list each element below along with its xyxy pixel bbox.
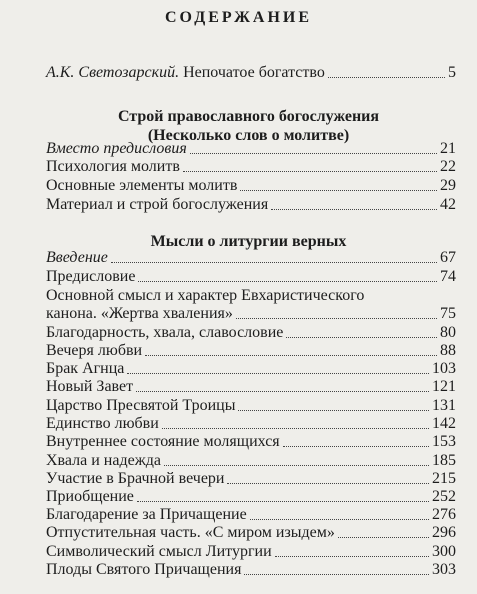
dot-leader: [183, 170, 437, 172]
section-heading-line: Строй православного богослужения: [117, 108, 380, 125]
page-number: 300: [432, 543, 456, 560]
dot-leader: [250, 518, 429, 520]
entry-title: Единство любви: [46, 415, 159, 432]
entry-title: Материал и строй богослужения: [46, 196, 269, 213]
dot-leader: [127, 372, 429, 374]
dot-leader: [328, 76, 445, 78]
dot-leader: [136, 390, 429, 392]
entry-title: Благодарение за Причащение: [46, 506, 247, 523]
dot-leader: [236, 317, 437, 319]
entry-title: Символический смысл Литургии: [46, 543, 272, 560]
dot-leader: [238, 409, 429, 411]
page-number: 22: [440, 158, 456, 175]
section-subheading-line: (Несколько слов о молитве): [147, 127, 350, 144]
entry-title: Вечеря любви: [46, 342, 143, 359]
toc-entry-intro[interactable]: [46, 61, 456, 83]
page-number: 276: [432, 506, 456, 523]
entry-title: Новый Завет: [46, 378, 134, 395]
dot-leader: [286, 336, 437, 338]
dot-leader: [283, 445, 429, 447]
dot-leader: [275, 555, 429, 557]
page-number: 296: [432, 524, 456, 541]
entry-title: Введение: [46, 249, 108, 266]
page-number: 80: [440, 324, 456, 341]
page-number: 153: [432, 433, 456, 450]
entry-title: Отпустительная часть. «С миром изыдем»: [46, 524, 335, 541]
section-heading: Мысли о литургии верных: [150, 233, 347, 250]
toc-entry[interactable]: [46, 265, 456, 287]
page-number: 29: [440, 177, 456, 194]
page-number: 121: [432, 378, 456, 395]
entry-title: Приобщение: [46, 488, 134, 505]
entry-title: Основные элементы молитв: [46, 177, 238, 194]
entry-title: Внутреннее состояние молящихся: [46, 433, 280, 450]
entry-title: Благодарность, хвала, славословие: [46, 324, 284, 341]
toc-entry[interactable]: [46, 193, 456, 215]
entry-title: Брак Агнца: [46, 360, 125, 377]
dot-leader: [227, 482, 429, 484]
toc-entry-line1[interactable]: Основной смысл и характер Евхаристического: [46, 287, 365, 304]
page-number: 252: [432, 488, 456, 505]
page-number: 67: [440, 249, 456, 266]
entry-title: Царство Пресвятой Троицы: [46, 397, 236, 414]
page-number: 142: [432, 415, 456, 432]
author-name: А.К. Светозарский.: [46, 64, 180, 81]
dot-leader: [111, 261, 437, 263]
dot-leader: [240, 189, 437, 191]
page-title: СОДЕРЖАНИЕ: [164, 9, 313, 26]
entry-title: Хвала и надежда: [46, 452, 161, 469]
dot-leader: [145, 354, 437, 356]
page-number: 75: [440, 305, 456, 322]
page-number: 185: [432, 452, 456, 469]
page-number: 5: [448, 64, 456, 81]
dot-leader: [271, 208, 437, 210]
page-number: 88: [440, 342, 456, 359]
entry-title-continued: канона. «Жертва хваления»: [46, 305, 233, 322]
entry-title: Плоды Святого Причащения: [46, 561, 242, 578]
toc-entry[interactable]: [46, 558, 456, 580]
page-number: 131: [432, 397, 456, 414]
dot-leader: [162, 427, 429, 429]
entry-title: Вместо предисловия: [46, 140, 187, 157]
dot-leader: [138, 280, 437, 282]
page-number: 215: [432, 470, 456, 487]
page-number: 21: [440, 140, 456, 157]
entry-title: Участие в Брачной вечери: [46, 470, 225, 487]
page-number: 42: [440, 196, 456, 213]
dot-leader: [338, 536, 429, 538]
dot-leader: [190, 152, 437, 154]
page-number: 303: [432, 561, 456, 578]
entry-title: Предисловие: [46, 268, 136, 285]
page-number: 103: [432, 360, 456, 377]
dot-leader: [164, 464, 429, 466]
dot-leader: [137, 500, 429, 502]
dot-leader: [244, 573, 429, 575]
page-number: 74: [440, 268, 456, 285]
entry-title: Непочатое богатство: [183, 64, 325, 81]
entry-title: Психология молитв: [46, 158, 180, 175]
